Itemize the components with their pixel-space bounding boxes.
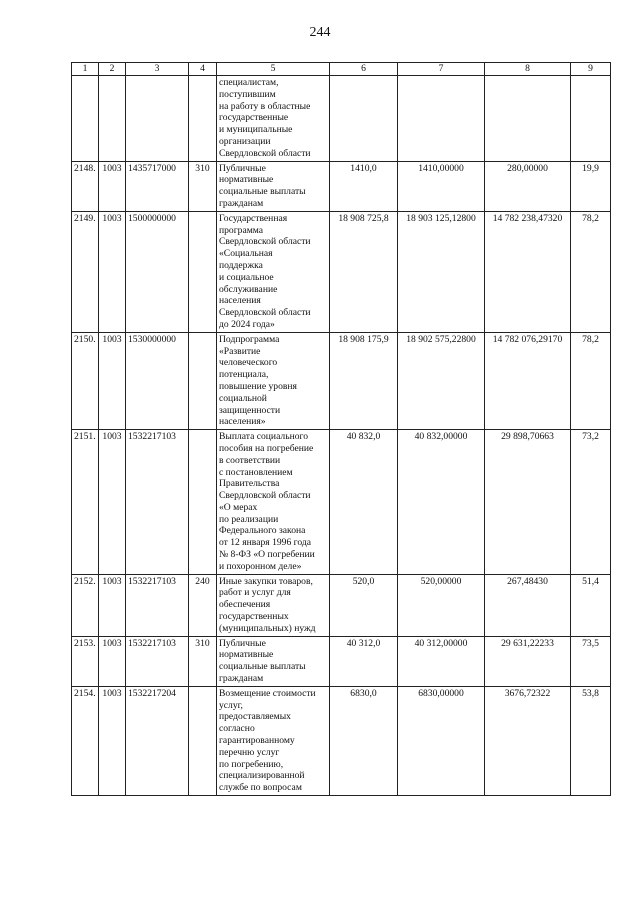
table-cell-col3: 1532217103	[126, 636, 189, 686]
table-cell-col8: 29 898,70663	[485, 430, 571, 575]
header-cell: 4	[189, 63, 217, 76]
table-cell-col1: 2148.	[72, 161, 99, 211]
table-cell-col1: 2151.	[72, 430, 99, 575]
table-cell-col1: 2149.	[72, 211, 99, 332]
table-cell-col5: Возмещение стоимости услуг, предоставляемых согласно гарантированному перечню услуг по погребению, специализированной службе по вопросам	[217, 686, 330, 795]
table-cell-col8	[485, 76, 571, 162]
table-cell-col2: 1003	[99, 574, 126, 636]
table-cell-col3: 1532217103	[126, 430, 189, 575]
table-cell-col6: 1410,0	[330, 161, 398, 211]
table-cell-col6: 6830,0	[330, 686, 398, 795]
table-cell-col4	[189, 211, 217, 332]
header-cell: 1	[72, 63, 99, 76]
table-cell-col7: 40 832,00000	[398, 430, 485, 575]
table-cell-col2: 1003	[99, 161, 126, 211]
table-cell-col5: Выплата социального пособия на погребение в соответствии с постановлением Правительства Свердловской области «О мерах по реализации Федерального закона от 12 января 1996 года № 8-ФЗ «О погребении и похоронном деле»	[217, 430, 330, 575]
table-cell-col4: 310	[189, 161, 217, 211]
table-cell-col1: 2152.	[72, 574, 99, 636]
table-cell-col3: 1500000000	[126, 211, 189, 332]
header-cell: 5	[217, 63, 330, 76]
table-cell-col4	[189, 430, 217, 575]
table-cell-col7: 520,00000	[398, 574, 485, 636]
table-cell-col2: 1003	[99, 211, 126, 332]
table-cell-col4: 240	[189, 574, 217, 636]
table-row	[72, 332, 611, 429]
header-cell: 2	[99, 63, 126, 76]
table-cell-col7	[398, 76, 485, 162]
table-cell-col1: 2154.	[72, 686, 99, 795]
table-cell-col9: 73,5	[571, 636, 611, 686]
header-cell: 6	[330, 63, 398, 76]
table-cell-col7: 6830,00000	[398, 686, 485, 795]
header-cell: 3	[126, 63, 189, 76]
table-cell-col3: 1435717000	[126, 161, 189, 211]
table-cell-col1	[72, 76, 99, 162]
table-cell-col7: 40 312,00000	[398, 636, 485, 686]
table-cell-col6	[330, 76, 398, 162]
table-cell-col3: 1532217204	[126, 686, 189, 795]
table-row	[72, 76, 611, 162]
table-cell-col3: 1530000000	[126, 332, 189, 429]
table-cell-col6: 520,0	[330, 574, 398, 636]
header-cell: 9	[571, 63, 611, 76]
table-cell-col4: 310	[189, 636, 217, 686]
table-cell-col8: 267,48430	[485, 574, 571, 636]
table-cell-col9: 53,8	[571, 686, 611, 795]
table-cell-col8: 280,00000	[485, 161, 571, 211]
table-cell-col6: 40 832,0	[330, 430, 398, 575]
table-cell-col9: 78,2	[571, 211, 611, 332]
table-cell-col6: 18 908 175,9	[330, 332, 398, 429]
table-row	[72, 161, 611, 211]
table-row	[72, 430, 611, 575]
table-cell-col6: 40 312,0	[330, 636, 398, 686]
table-cell-col8: 3676,72322	[485, 686, 571, 795]
table-cell-col8: 14 782 076,29170	[485, 332, 571, 429]
table-row	[72, 636, 611, 686]
table-row	[72, 211, 611, 332]
table-cell-col2: 1003	[99, 686, 126, 795]
table-cell-col5: Публичные нормативные социальные выплаты гражданам	[217, 161, 330, 211]
table-cell-col2: 1003	[99, 332, 126, 429]
table-body	[72, 63, 611, 796]
table-cell-col3	[126, 76, 189, 162]
table-cell-col6: 18 908 725,8	[330, 211, 398, 332]
table-cell-col5: специалистам, поступившим на работу в областные государственные и муниципальные организации Свердловской области	[217, 76, 330, 162]
table-cell-col5: Государственная программа Свердловской области «Социальная поддержка и социальное обслуживание населения Свердловской области до 2024 года»	[217, 211, 330, 332]
table-cell-col9	[571, 76, 611, 162]
table-cell-col9: 78,2	[571, 332, 611, 429]
table-row	[72, 574, 611, 636]
table-cell-col7: 18 903 125,12800	[398, 211, 485, 332]
table-cell-col2: 1003	[99, 636, 126, 686]
table-cell-col2: 1003	[99, 430, 126, 575]
table-cell-col9: 73,2	[571, 430, 611, 575]
table-row	[72, 686, 611, 795]
table-cell-col7: 1410,00000	[398, 161, 485, 211]
table-cell-col5: Публичные нормативные социальные выплаты гражданам	[217, 636, 330, 686]
table-cell-col2	[99, 76, 126, 162]
table-cell-col5: Подпрограмма «Развитие человеческого потенциала, повышение уровня социальной защищенности населения»	[217, 332, 330, 429]
table-cell-col9: 51,4	[571, 574, 611, 636]
table-cell-col4	[189, 76, 217, 162]
table-cell-col7: 18 902 575,22800	[398, 332, 485, 429]
table-cell-col9: 19,9	[571, 161, 611, 211]
table-cell-col8: 29 631,22233	[485, 636, 571, 686]
page-number: 244	[309, 25, 331, 40]
table-cell-col1: 2153.	[72, 636, 99, 686]
budget-table	[71, 62, 611, 796]
header-cell: 8	[485, 63, 571, 76]
table-cell-col8: 14 782 238,47320	[485, 211, 571, 332]
header-cell: 7	[398, 63, 485, 76]
table-cell-col1: 2150.	[72, 332, 99, 429]
table-header-row	[72, 63, 611, 76]
table-cell-col5: Иные закупки товаров, работ и услуг для обеспечения государственных (муниципальных) нужд	[217, 574, 330, 636]
table-cell-col3: 1532217103	[126, 574, 189, 636]
table-cell-col4	[189, 332, 217, 429]
table-cell-col4	[189, 686, 217, 795]
